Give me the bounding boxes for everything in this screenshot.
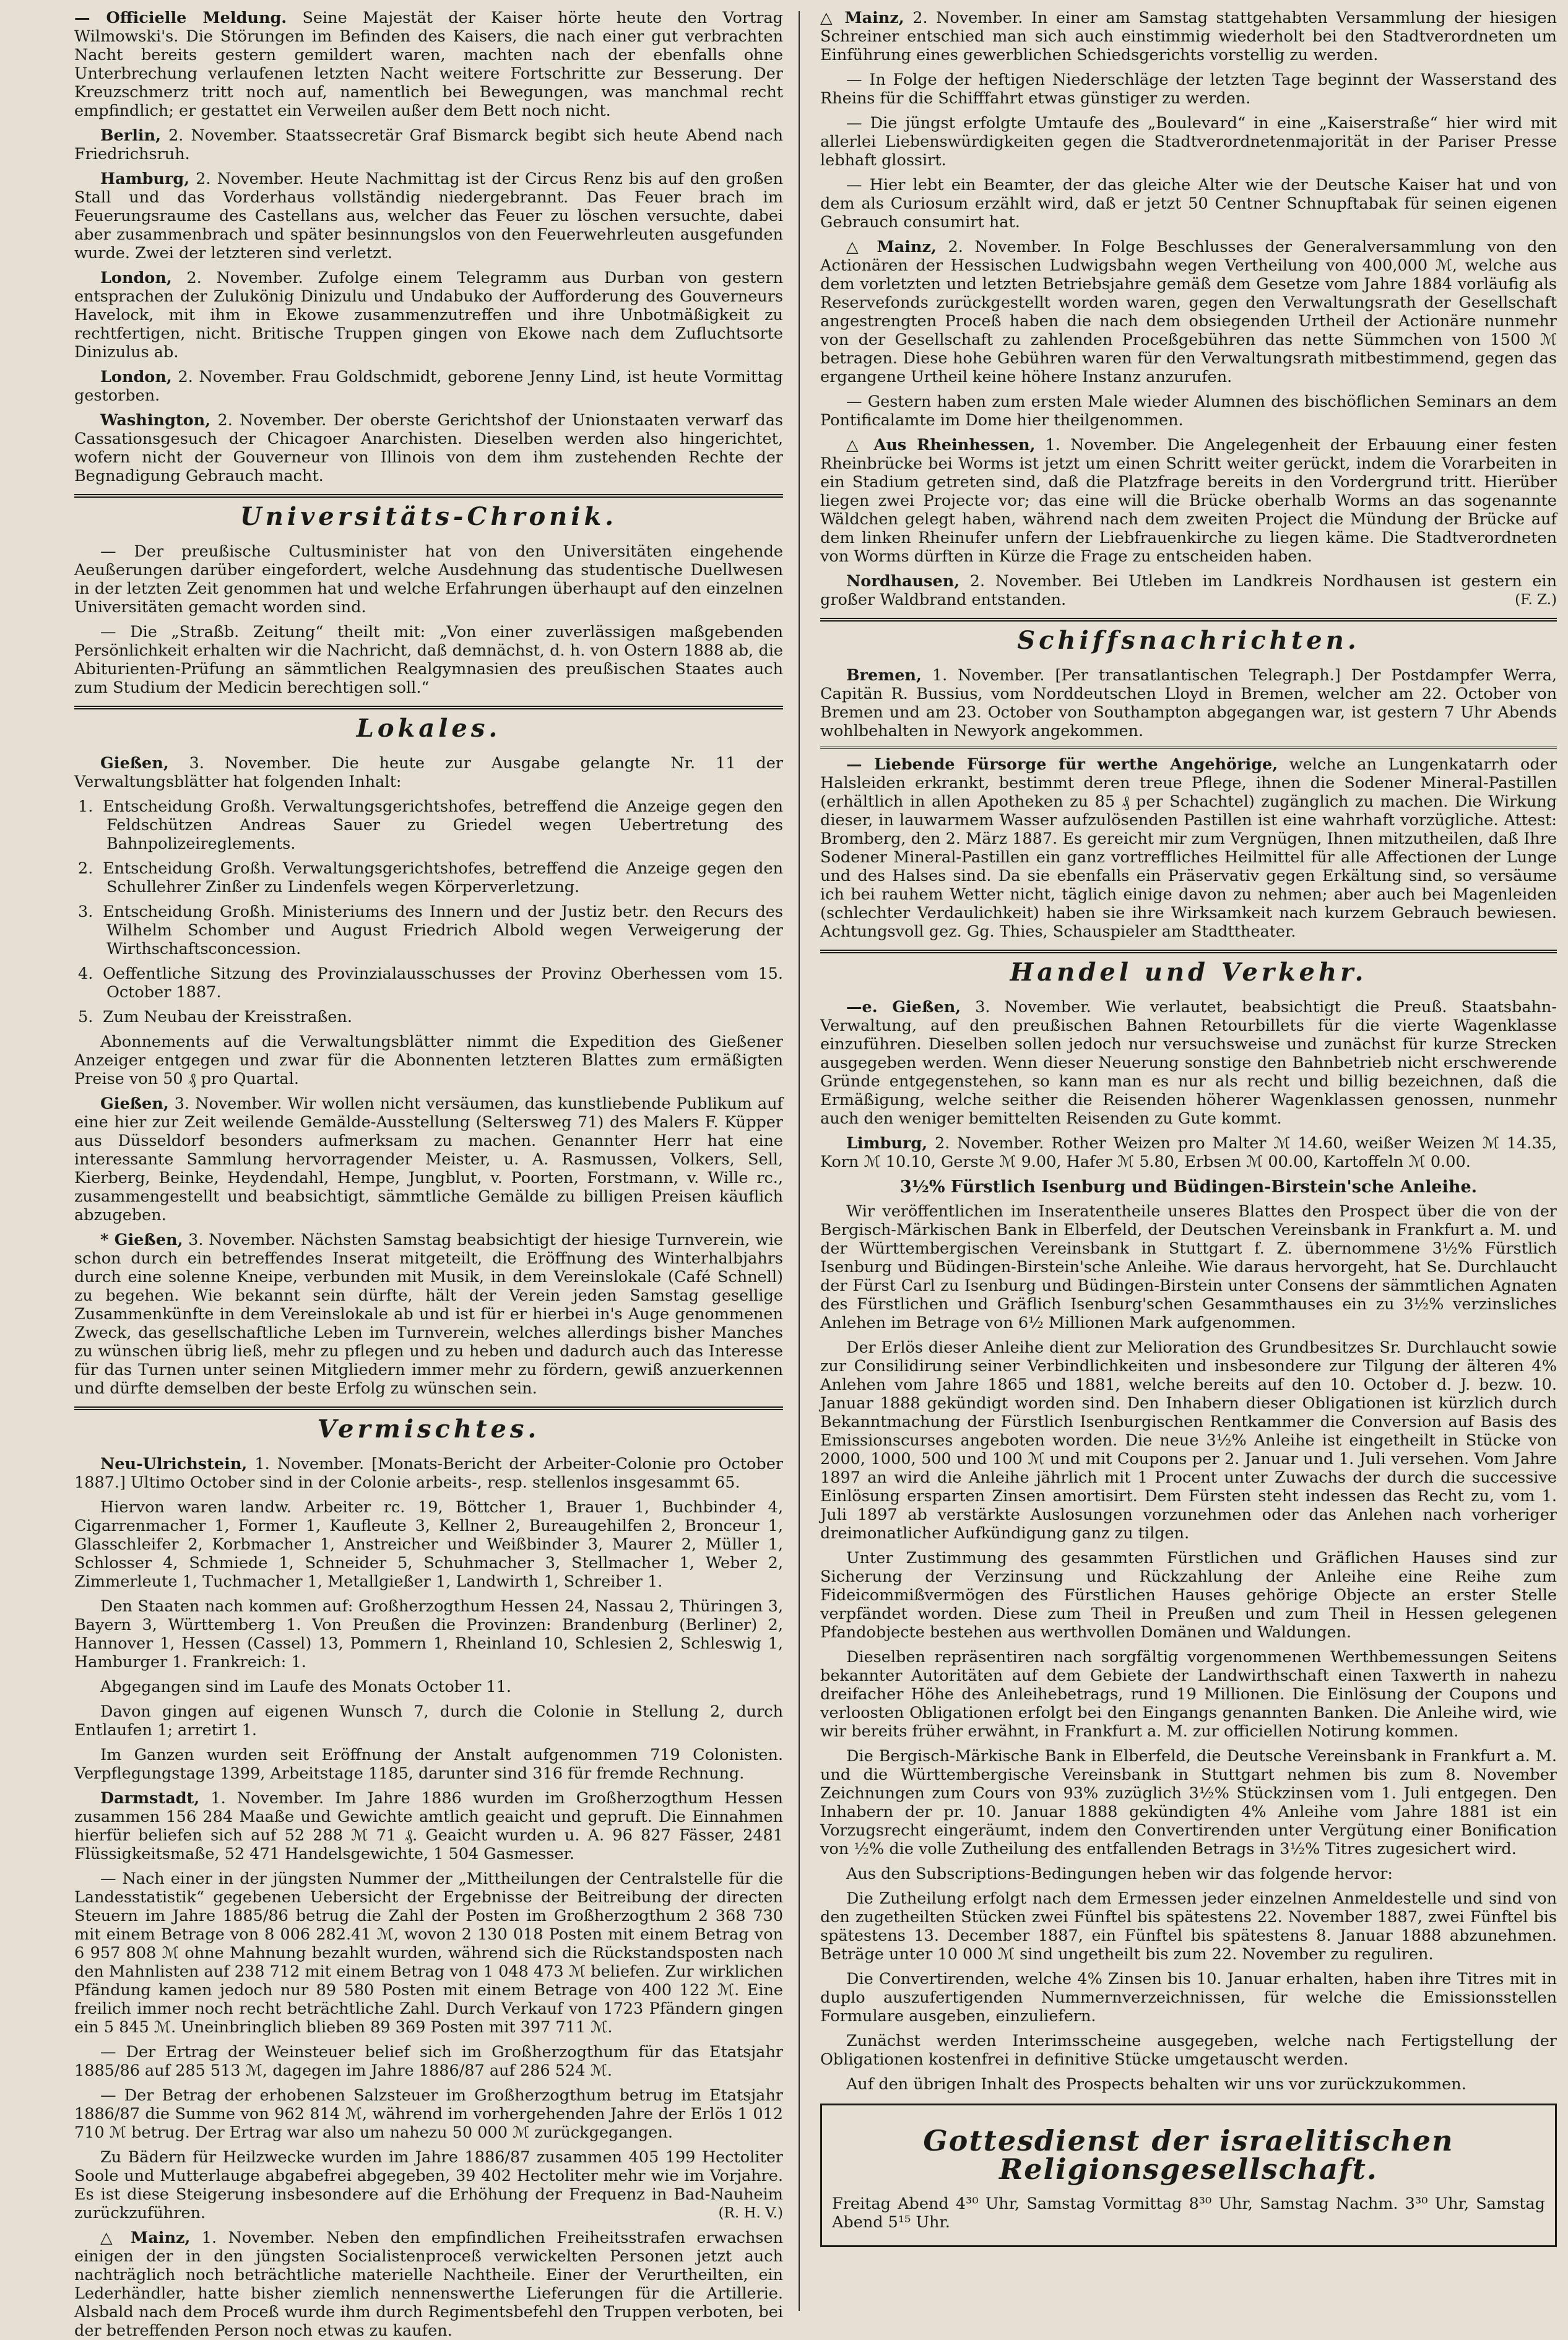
gottesdienst-heading: Gottesdienst der israelitischen Religionsgesellschaft. xyxy=(923,2124,1454,2186)
news-section xyxy=(74,9,783,485)
article-paragraph: Die Convertirenden, welche 4% Zinsen bis 10. Januar erhalten, haben ihre Titres mit in duplo auszufertigenden Nummernverzeichnissen, für welche die Emissionsstellen Formulare ausgeben, einzuliefern. xyxy=(820,1970,1557,2026)
section-heading-universitaets-chronik: Universitäts-Chronik. xyxy=(74,494,783,534)
news-item: Nordhausen, 2. November. Bei Utleben im Landkreis Nordhausen ist gestern ein großer Waldbrand entstanden. (F. Z.) xyxy=(820,572,1557,609)
article-paragraph: Gießen, 3. November. Wir wollen nicht versäumen, das kunstliebende Publikum auf eine hier zur Zeit weilende Gemälde-Ausstellung (Seltersweg 71) des Malers F. Küpper aus Düsseldorf besonders aufmerksam zu machen. Genannter Herr hat eine interessante Sammlung hervorragender Meister, u. A. Rasmussen, Volkers, Sell, Kierberg, Beinke, Heydendahl, Hempe, Jungblut, v. Poorten, Forstmann, v. Wille rc., zusammengestellt und beabsichtigt, sämmtliche Gemälde zu billigen Preisen käuflich abzugeben. xyxy=(74,1094,783,1224)
source-signature: (F. Z.) xyxy=(1515,592,1557,608)
list-item: 1. Entscheidung Großh. Verwaltungsgerichtshofes, betreffend die Anzeige gegen den Feldschützen Andreas Sauer zu Griedel wegen Uebertretung des Bahnpolizeireglements. xyxy=(78,797,783,853)
article-paragraph: — Die „Straßb. Zeitung“ theilt mit: „Von einer zuverlässigen maßgebenden Persönlichkeit erhalten wir die Nachricht, daß demnächst, d. h. von Ostern 1888 ab, die Abiturienten-Prüfung an sämmtlichen Realgymnasien des preußischen Staates auch zum Studium der Medicin berechtigen soll.“ xyxy=(74,623,783,697)
right-column xyxy=(820,9,1557,2320)
article-paragraph: Dieselben repräsentiren nach sorgfältig vorgenommenen Werthbemessungen Seitens bekannter Autoritäten auf dem Gebiete der Landwirthschaft einen Taxwerth in nahezu dreifacher Höhe des Anleihebetrags, rund 19 Millionen. Die Einlösung der Coupons und verloosten Obligationen erfolgt bei den Eingangs genannten Banken. Die Anleihe wird, wie wir bereits früher erwähnt, in Frankfurt a. M. zur officiellen Notirung kommen. xyxy=(820,1648,1557,1741)
article-heading-anleihe: 3½% Fürstlich Isenburg und Büdingen-Birstein'sche Anleihe. xyxy=(899,1177,1478,1197)
article-paragraph: Neu-Ulrichstein, 1. November. [Monats-Bericht der Arbeiter-Colonie pro October 1887.] Ultimo October sind in der Colonie arbeits-, resp. stellenlos insgesammt 65. xyxy=(74,1455,783,1492)
article-paragraph: Limburg, 2. November. Rother Weizen pro Malter ℳ 14.60, weißer Weizen ℳ 14.35, Korn ℳ 10.10, Gerste ℳ 9.00, Hafer ℳ 5.80, Erbsen ℳ 00.00, Kartoffeln ℳ 0.00. xyxy=(820,1134,1557,1171)
article-paragraph: Abgegangen sind im Laufe des Monats October 11. xyxy=(100,1678,511,1696)
news-item: Berlin, 2. November. Staatssecretär Graf Bismarck begibt sich heute Abend nach Friedrichsruh. xyxy=(74,126,784,163)
section-heading-schiffsnachrichten: Schiffsnachrichten. xyxy=(820,618,1557,657)
news-item: London, 2. November. Frau Goldschmidt, geborene Jenny Lind, ist heute Vormittag gestorben. xyxy=(74,368,783,405)
section-heading-vermischtes: Vermischtes. xyxy=(74,1406,783,1446)
article-paragraph: Die Bergisch-Märkische Bank in Elberfeld, die Deutsche Vereinsbank in Frankfurt a. M. und die Württembergische Vereinsbank in Stuttgart nehmen bis zum 8. November Zeichnungen zum Cours von 93% zuzüglich 3½% Stückzinsen vom 1. Juli entgegen. Den Inhabern der pr. 10. Januar 1888 gekündigten 4% Anleihe vom Jahre 1881 ist ein Vorzugsrecht eingeräumt, indem den Convertirenden unter Vergütung einer Bonification von ½% die volle Zutheilung des entfallenden Betrags in 3½% Titres zugesichert wird. xyxy=(820,1747,1557,1858)
ad-text: — Liebende Fürsorge für werthe Angehörige, welche an Lungenkatarrh oder Halsleiden erkrankt, bestimmt deren treue Pflege, ihnen die Sodener Mineral-Pastillen (erhältlich in allen Apotheken zu 85 ₰ per Schachtel) zugänglich zu machen. Die Wirkung dieser, in lauwarmem Wasser aufzulösenden Pastillen ist eine wahrhaft vorzügliche. Attest: Bromberg, den 2. März 1887. Es gereicht mir zum Vergnügen, Ihnen mitzutheilen, daß Ihre Sodener Mineral-Pastillen ein ganz vortreffliches Heilmittel für alle Affectionen der Lunge und des Halses sind. Da sie ebenfalls ein Präservativ gegen Erkältung sind, so versäume ich bei rauhem Wetter nicht, täglich einige davon zu nehmen; aber auch bei Magenleiden (schlechter Verdaulichkeit) haben sie ihre Wirksamkeit nach kurzem Gebrauch bewiesen. Achtungsvoll gez. Gg. Thies, Schauspieler am Stadttheater. xyxy=(820,755,1557,941)
article-paragraph: — Der preußische Cultusminister hat von den Universitäten eingehende Aeußerungen darüber eingefordert, welche Ausdehnung das studentische Duellwesen in der letzten Zeit genommen hat und welche Erfahrungen überhaupt auf den einzelnen Universitäten gemacht worden sind. xyxy=(74,542,783,617)
list-item: 5. Zum Neubau der Kreisstraßen. xyxy=(78,1008,352,1026)
gottesdienst-times: Freitag Abend 4³⁰ Uhr, Samstag Vormittag 8³⁰ Uhr, Samstag Nachm. 3³⁰ Uhr, Samstag Abend 5¹⁵ Uhr. xyxy=(832,2195,1545,2232)
news-item: London, 2. November. Zufolge einem Telegramm aus Durban von gestern entsprachen der Zulukönig Dinizulu und Undabuko der Aufforderung des Gouverneurs Havelock, mit ihm in Ekowe zusammenzutreffen und ihre Unbotmäßigkeit zu rechtfertigen, nicht. Britische Truppen gingen von Ekowe nach dem Zufluchtsorte Dinizulus ab. xyxy=(74,269,783,362)
article-paragraph: Die Zutheilung erfolgt nach dem Ermessen jeder einzelnen Anmeldestelle und sind von den zugetheilten Stücken zwei Fünftel bis spätestens 22. November 1887, zwei Fünftel bis spätestens 13. December 1887, ein Fünftel bis spätestens 8. Januar 1888 abzunehmen. Beträge unter 10 000 ℳ sind ungetheilt bis zum 22. November zu reguliren. xyxy=(820,1889,1557,1964)
article-paragraph: — Nach einer in der jüngsten Nummer der „Mittheilungen der Centralstelle für die Landesstatistik“ gegebenen Uebersicht der Ergebnisse der Beitreibung der directen Steuern im Jahre 1885/86 betrug die Zahl der Posten im Großherzogthum 2 368 730 mit einem Betrage von 8 006 282.41 ℳ, wovon 2 130 018 Posten mit einem Betrag von 6 957 808 ℳ ohne Mahnung bezahlt wurden, während sich die Rückstandsposten nach den Mahnlisten auf 238 712 mit einem Betrag von 1 048 473 ℳ beliefen. Zur wirklichen Pfändung kamen jedoch nur 89 580 Posten mit einem Betrage von 400 122 ℳ. Eine freilich immer noch recht beträchtliche Zahl. Durch Verkauf von 1723 Pfändern gingen ein 5 845 ℳ. Uneinbringlich blieben 89 369 Posten mit 397 711 ℳ. xyxy=(74,1870,783,2037)
article-paragraph: Zu Bädern für Heilzwecke wurden im Jahre 1886/87 zusammen 405 199 Hectoliter Soole und Mutterlauge abgabefrei abgegeben, 39 402 Hectoliter mehr wie im Vorjahre. Es ist diese Steigerung insbesondere auf die Erhöhung der Frequenz in Bad-Nauheim zurückzuführen. (R. H. V.) xyxy=(74,2148,783,2222)
section-heading-handel-und-verkehr: Handel und Verkehr. xyxy=(820,950,1557,989)
list-item: 4. Oeffentliche Sitzung des Provinzialausschusses der Provinz Oberhessen vom 15. October 1887. xyxy=(78,964,783,1002)
article-paragraph: Bremen, 1. November. [Per transatlantischen Telegraph.] Der Postdampfer Werra, Capitän R. Bussius, vom Norddeutschen Lloyd in Bremen, welcher am 22. October von Bremen und am 23. October von Southampton abgegangen war, ist gestern 7 Uhr Abends wohlbehalten in Newyork angekommen. xyxy=(820,666,1557,740)
article-paragraph: Wir veröffentlichen im Inseratentheile unseres Blattes den Prospect über die von der Bergisch-Märkischen Bank in Elberfeld, der Deutschen Vereinsbank in Frankfurt a. M. und der Württembergischen Vereinsbank in Stuttgart f. Z. übernommene 3½% Fürstlich Isenburg und Büdingen-Birstein'sche Anleihe. Wie daraus hervorgeht, hat Se. Durchlaucht der Fürst Carl zu Isenburg und Büdingen-Birstein unter Consens der sämmtlichen Agnaten des Fürstlichen und Gräflich Isenburg'schen Gesammthauses ein zu 3½% verzinsliches Anlehen im Betrage von 6½ Millionen Mark aufgenommen. xyxy=(820,1202,1557,1332)
left-column xyxy=(74,9,784,2340)
article-paragraph: —e. Gießen, 3. November. Wie verlautet, beabsichtigt die Preuß. Staatsbahn-Verwaltung, auf den preußischen Bahnen Retourbillets für die vierte Wagenklasse einzuführen. Dieselben sollen jedoch nur versuchsweise und zunächst für kurze Strecken ausgegeben werden. Wenn dieser Neuerung sonstige den Bahnbetrieb nicht erschwerende Gründe entgegenstehen, so kann man es nur als recht und billig bezeichnen, daß die Ermäßigung, welche seither die Reisenden höherer Wagenklassen genossen, nunmehr auch den weniger bemittelten Reisenden zu Gute kommt. xyxy=(820,998,1557,1128)
gottesdienst-box xyxy=(820,2104,1557,2247)
article-paragraph: Hiervon waren landw. Arbeiter rc. 19, Böttcher 1, Brauer 1, Buchbinder 4, Cigarrenmacher 1, Former 1, Kaufleute 3, Kellner 2, Bureaugehilfen 2, Bronceur 1, Glasschleifer 2, Korbmacher 1, Anstreicher und Weißbinder 3, Maurer 2, Müller 1, Schlosser 4, Schmiede 1, Schneider 5, Schuhmacher 3, Stellmacher 1, Weber 2, Zimmerleute 1, Tuchmacher 1, Metallgießer 1, Landwirth 1, Schreiber 1. xyxy=(74,1498,783,1591)
article-paragraph: Davon gingen auf eigenen Wunsch 7, durch die Colonie in Stellung 2, durch Entlaufen 1; arretirt 1. xyxy=(74,1702,783,1740)
article-paragraph: Abonnements auf die Verwaltungsblätter nimmt die Expedition des Gießener Anzeiger entgegen und zwar für die Abonnenten letzteren Blattes zum ermäßigten Preise von 50 ₰ pro Quartal. xyxy=(74,1033,783,1088)
article-paragraph: Zunächst werden Interimsscheine ausgegeben, welche nach Fertigstellung der Obligationen kostenfrei in definitive Stücke umgetauscht werden. xyxy=(820,2032,1557,2069)
news-item: — Gestern haben zum ersten Male wieder Alumnen des bischöflichen Seminars an dem Pontificalamte im Dome hier theilgenommen. xyxy=(820,392,1557,430)
article-paragraph: Den Staaten nach kommen auf: Großherzogthum Hessen 24, Nassau 2, Thüringen 3, Bayern 3, Württemberg 1. Von Preußen die Provinzen: Brandenburg (Berliner) 2, Hannover 1, Hessen (Cassel) 13, Pommern 1, Rheinland 10, Schlesien 2, Schleswig 1, Hamburger 1. Frankreich: 1. xyxy=(74,1597,783,1671)
article-paragraph: Unter Zustimmung des gesammten Fürstlichen und Gräflichen Hauses sind zur Sicherung der Verzinsung und Rückzahlung der Anleihe eine Reihe zum Fideicommißvermögen des Fürstlichen Hauses gehörige Objecte an erster Stelle verpfändet worden. Diese zum Theil in Preußen und zum Theil in Hessen gelegenen Pfandobjecte bestehen aus werthvollen Domänen und Waldungen. xyxy=(820,1549,1557,1642)
news-item: — In Folge der heftigen Niederschläge der letzten Tage beginnt der Wasserstand des Rheins für die Schifffahrt etwas günstiger zu werden. xyxy=(820,71,1557,108)
article-paragraph: Darmstadt, 1. November. Im Jahre 1886 wurden im Großherzogthum Hessen zusammen 156 284 Maaße und Gewichte amtlich geaicht und gepruft. Die Einnahmen hierfür beliefen sich auf 52 288 ℳ 71 ₰. Geaicht wurden u. A. 96 827 Fässer, 2481 Flüssigkeitsmaße, 52 471 Handelsgewichte, 1 504 Gasmesser. xyxy=(74,1789,783,1863)
news-item: — Hier lebt ein Beamter, der das gleiche Alter wie der Deutsche Kaiser hat und von dem als Curiosum erzählt wird, daß er jetzt 50 Centner Schnupftabak für seinen eigenen Gebrauch consumirt hat. xyxy=(820,176,1557,232)
advertisement xyxy=(820,747,1557,941)
section-heading-lokales: Lokales. xyxy=(74,706,783,745)
article-paragraph: Aus den Subscriptions-Bedingungen heben wir das folgende hervor: xyxy=(846,1865,1393,1883)
news-item: △ Aus Rheinhessen, 1. November. Die Angelegenheit der Erbauung einer festen Rheinbrücke bei Worms ist jetzt um einen Schritt weiter gerückt, indem die Vorarbeiten in ein Stadium getreten sind, daß die Platzfrage bereits in den Vordergrund tritt. Hierüber liegen zwei Projecte vor; das eine will die Brücke oberhalb Worms an das sogenannte Wäldchen gelegt haben, während nach dem zweiten Project die Mündung der Brücke auf dem linken Rheinufer unfern der Liebfrauenkirche zu liegen käme. Die Stadtverordneten von Worms dürften in Kürze die Frage zu entscheiden haben. xyxy=(820,436,1557,566)
source-signature: (R. H. V.) xyxy=(718,2205,783,2221)
news-item: Washington, 2. November. Der oberste Gerichtshof der Unionstaaten verwarf das Cassationsgesuch der Chicagoer Anarchisten. Dieselben werden also hingerichtet, wofern nicht der Gouverneur von Illinois von dem ihm zustehenden Rechte der Begnadigung Gebrauch macht. xyxy=(74,411,783,485)
news-item: △ Mainz, 2. November. In Folge Beschlusses der Generalversammlung von den Actionären der Hessischen Ludwigsbahn wegen Vertheilung von 400,000 ℳ, welche aus dem vorletzten und letzten Betriebsjahre gemäß dem Gesetze vom Jahre 1884 vorläufig als Reservefonds zurückgestellt worden waren, gegen den Verwaltungsrath der Gesellschaft angestrengten Proceß haben die nach dem obsiegenden Urtheil der Actionäre nunmehr von der Gesellschaft zu zahlenden Proceßgebühren das nette Sümmchen von 1500 ℳ betragen. Diese hohe Gebühren waren für den Verwaltungsrath mitbestimmend, gegen das ergangene Urtheil keine höhere Instanz anzurufen. xyxy=(820,238,1557,386)
list-item: 3. Entscheidung Großh. Ministeriums des Innern und der Justiz betr. den Recurs des Wilhelm Schomber und August Friedrich Albold wegen Verweigerung der Wirthschaftsconcession. xyxy=(78,903,783,958)
article-paragraph: — Der Ertrag der Weinsteuer belief sich im Großherzogthum für das Etatsjahr 1885/86 auf 285 513 ℳ, dagegen im Jahre 1886/87 auf 286 524 ℳ. xyxy=(74,2043,783,2080)
article-paragraph: — Der Betrag der erhobenen Salzsteuer im Großherzogthum betrug im Etatsjahr 1886/87 die Summe von 962 814 ℳ, während im vorhergehenden Jahre der Erlös 1 012 710 ℳ betrug. Der Ertrag war also um nahezu 50 000 ℳ zurückgegangen. xyxy=(74,2086,783,2142)
article-paragraph: Gießen, 3. November. Die heute zur Ausgabe gelangte Nr. 11 der Verwaltungsblätter hat folgenden Inhalt: xyxy=(74,754,783,791)
article-paragraph: Der Erlös dieser Anleihe dient zur Melioration des Grundbesitzes Sr. Durchlaucht sowie zur Consilidirung seiner Verbindlichkeiten und insbesondere zur Tilgung der älteren 4% Anlehen vom Jahre 1865 und 1881, welche bereits auf den 10. October d. J. bezw. 10. Januar 1888 gekündigt worden sind. Den Inhabern dieser Obligationen ist kürzlich durch Bekanntmachung der Fürstlich Isenburgischen Rentkammer die Conversion auf Basis des Emissionscurses angeboten worden. Die neue 3½% Anleihe ist eingetheilt in Stücke von 2000, 1000, 500 und 100 ℳ und mit Coupons per 2. Januar und 1. Juli versehen. Vom Jahre 1897 an wird die Anleihe jährlich mit 1 Procent unter Zuwachs der durch die successive Einlösung ersparten Zinsen amortisirt. Dem Fürsten steht indessen das Recht zu, vom 1. Juli 1897 ab verstärkte Auslosungen vorzunehmen oder das Anlehen nach vorheriger dreimonatlicher Aufkündigung ganz zu tilgen. xyxy=(820,1338,1557,1543)
article-paragraph: △ Mainz, 1. November. Neben den empfindlichen Freiheitsstrafen erwachsen einigen der in den jüngsten Socialistenproceß verwickelten Personen jetzt auch nachträglich noch beträchtliche materielle Nachtheile. Einer der Verurtheilten, ein Lederhändler, hatte bisher ziemlich nennenswerthe Lieferungen für die Artillerie. Alsbald nach dem Proceß wurde ihm durch Regimentsbefehl den Truppen verboten, bei der betreffenden Person noch etwas zu kaufen. xyxy=(74,2229,783,2340)
column-rule xyxy=(799,11,800,2311)
news-item: Hamburg, 2. November. Heute Nachmittag ist der Circus Renz bis auf den großen Stall und das Vorderhaus vollständig niedergebrannt. Das Feuer brach im Feuerungsraume des Castellans aus, welcher das Feuer zu löschen versuchte, dabei aber zusammenbrach und später besinnungslos von den Feuerwehrleuten ausgefunden wurde. Zwei der letzteren sind verletzt. xyxy=(74,170,783,262)
article-paragraph: Auf den übrigen Inhalt des Prospects behalten wir uns vor zurückzukommen. xyxy=(846,2075,1466,2094)
list-item: 2. Entscheidung Großh. Verwaltungsgerichtshofes, betreffend die Anzeige gegen den Schullehrer Zinßer zu Lindenfels wegen Körperverletzung. xyxy=(78,859,783,896)
news-item: — Die jüngst erfolgte Umtaufe des „Boulevard“ in eine „Kaiserstraße“ hier wird mit allerlei Liebenswürdigkeiten gegen die Stadtverordnetenmajorität in der Pariser Presse lebhaft glossirt. xyxy=(820,114,1557,170)
article-paragraph: Im Ganzen wurden seit Eröffnung der Anstalt aufgenommen 719 Colonisten. Verpflegungstage 1399, Arbeitstage 1185, darunter sind 316 für fremde Rechnung. xyxy=(74,1746,783,1783)
news-item: △ Mainz, 2. November. In einer am Samstag stattgehabten Versammlung der hiesigen Schreiner entschied man sich auch einstimmig wiederholt bei den Stadtverordneten um Einführung eines gewerblichen Schiedsgerichts vorstellig zu werden. xyxy=(820,9,1557,64)
article-paragraph: * Gießen, 3. November. Nächsten Samstag beabsichtigt der hiesige Turnverein, wie schon durch ein betreffendes Inserat mitgeteilt, die Eröffnung des Winterhalbjahrs durch eine solenne Kneipe, verbunden mit Musik, in dem Vereinslokale (Café Schnell) zu begehen. Wie bekannt sein dürfte, hält der Verein jeden Samstag gesellige Zusammenkünfte in dem Vereinslokale ab und ist für er hierbei in's Auge genommenen Zweck, das gesellschaftliche Leben im Turnverein, welches allerdings bisher Manches zu wünschen übrig ließ, mehr zu pflegen und zu heben und dadurch auch das Interesse für das Turnen unter seinen Mitgliedern immer mehr zu fördern, gewiß anzuerkennen und dürfte demselben der beste Erfolg zu wünschen sein. xyxy=(74,1231,784,1398)
news-item: — Officielle Meldung. Seine Majestät der Kaiser hörte heute den Vortrag Wilmowski's. Die Störungen im Befinden des Kaisers, die nach einer gut verbrachten Nacht bereits gestern gemildert waren, machten nach der ebenfalls ohne Unterbrechung verlaufenen letzten Nacht weitere Fortschritte zur Besserung. Der Kreuzschmerz tritt noch auf, namentlich bei Bewegungen, was manchmal recht empfindlich; er gestattet ein Verweilen außer dem Bett noch nicht. xyxy=(74,9,783,120)
